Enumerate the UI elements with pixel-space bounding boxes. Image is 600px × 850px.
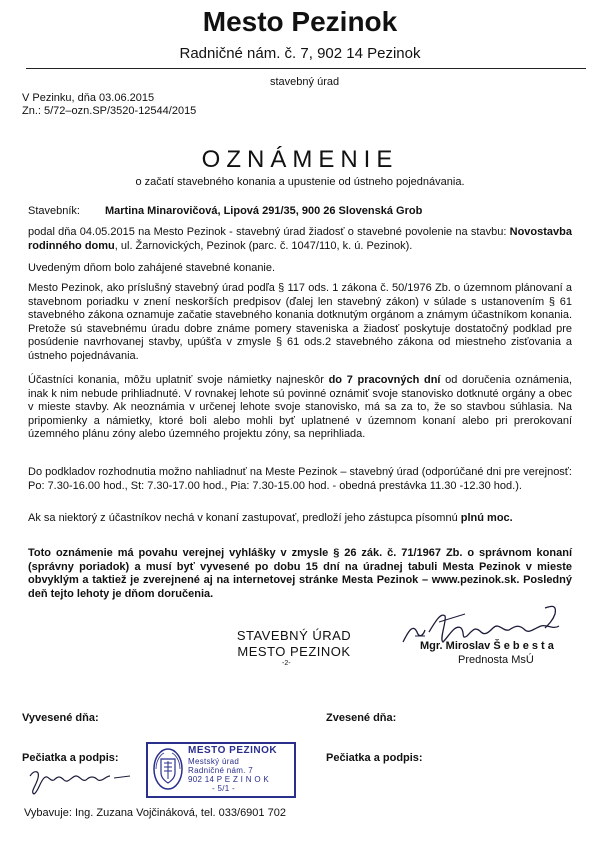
building-office-stamp [229,628,359,660]
city-stamp-line-4: - 5/1 - [212,784,235,793]
builder-value: Martina Minarovičová, Lipová 291/35, 900 26 Slovenská Grob [105,205,423,217]
power-of-attorney: plnú moc. [460,512,513,524]
building-location: , ul. Žarnovických, Pezinok (parc. č. 1047/110, k. ú. Pezinok). [114,239,413,252]
builder-label: Stavebník: [28,205,80,217]
city-stamp-title: MESTO PEZINOK [188,745,278,756]
posted-date-label: Vyvesené dňa: [22,712,99,724]
contact-person: Vybavuje: Ing. Zuzana Vojčináková, tel. 033/6901 702 [24,807,286,819]
signatory-name: Mgr. Miroslav Š e b e s t a [420,640,554,652]
office-name: stavebný úrad [270,76,340,88]
place-date-block [22,92,196,118]
paragraph-authority: Mesto Pezinok, ako príslušný stavebný úrad podľa § 117 ods. 1 zákona č. 50/1976 Zb. o územnom plánovaní a stavebnom poriadku v znení neskorších predpisov (ďalej len stavebný zákon) v súlade s ustanovením § 61 stavebného zákona oznamuje začatie stavebného konania dotknutým orgánom a známym účastníkom konania. Pretože sú stavebnému úradu dobre známe pomery staveniska a žiadosť poskytuje dostatočný podklad pre posúdenie navrhovanej stavby, upúšťa v zmysle § 61 ods.2 stavebného zákona od miestneho zisťovania a ústneho pojednávania. [28,282,572,362]
paragraph-application [28,226,572,253]
paragraph-objections [28,374,572,442]
objections-text-end: od doručenia oznámenia, inak k nim nebude prihliadnuté. V rovnakej lehote sú povinné oznámiť svoje stanovisko dotknuté orgány a obec v mieste stavby. Ak neoznámia v určenej lehote svoje stanovisko, má sa za to, že so stavbou súhlasia. Na pripomienky a námietky, ktoré boli alebo mohli byť uplatnené v územnom konaní alebo pri prerokovaní územného plánu zóny alebo územného projektu zóny, sa neprihliada. [28,374,573,441]
city-stamp-line-1: Mestský úrad [188,757,240,766]
stamp-signature-label-right: Pečiatka a podpis: [326,752,423,764]
city-address: Radničné nám. č. 7, 902 14 Pezinok [179,45,421,62]
stamp-number: -2- [282,660,291,667]
representation-text: Ak sa niektorý z účastníkov nechá v konaní zastupovať, predloží jeho zástupca písomnú [28,512,461,524]
paragraph-public-notice: Toto oznámenie má povahu verejnej vyhlášky v zmysle § 26 zák. č. 71/1967 Zb. o správnom konaní (správny poriadok) a musí byť vyvesené po dobu 15 dní na úradnej tabuli Mesta Pezinok v mieste obvyklým a taktiež je zverejnené aj na internetovej stránke Mesta Pezinok – www.pezinok.sk. Posledný deň tejto lehoty je dňom doručenia. [28,547,572,600]
notice-heading: OZNÁMENIE [201,146,399,173]
stamp-line-1: STAVEBNÝ ÚRAD [236,628,352,643]
objections-deadline: do 7 pracovných dní [328,374,441,386]
notice-subheading: o začatí stavebného konania a upustenie od ústneho pojednávania. [135,176,465,188]
objections-text-start: Účastníci konania, môžu uplatniť svoje námietky najneskôr [28,374,329,386]
stamp-signature-label-left: Pečiatka a podpis: [22,752,119,764]
city-office-stamp [146,742,296,798]
header-divider [26,68,586,69]
handwritten-initials [24,762,134,796]
application-text: podal dňa 04.05.2015 na Mesto Pezinok - stavebný úrad žiadosť o stavebné povolenie na stavbu: [28,226,507,238]
signatory-role: Prednosta MsÚ [458,654,534,666]
paragraph-inspection: Do podkladov rozhodnutia možno nahliadnuť na Meste Pezinok – stavebný úrad (odporúčané dni pre verejnosť: Po: 7.30-16.00 hod., St: 7.30-17.00 hod., Pia: 7.30-15.00 hod. - obedná prestávka 11.30 -12.30 hod.). [28,466,572,492]
city-title: Mesto Pezinok [202,6,398,37]
stamp-line-2: MESTO PEZINOK [237,644,351,659]
paragraph-started: Uvedeným dňom bolo zahájené stavebné konanie. [28,262,276,274]
paragraph-representation [28,512,572,526]
reference-number: Zn.: 5/72–ozn.SP/3520-12544/2015 [22,105,197,117]
place-date: V Pezinku, dňa 03.06.2015 [22,92,155,104]
building-name: Novostavba rodinného domu [28,226,572,252]
city-stamp-line-2: Radničné nám. 7 [188,766,253,775]
removed-date-label: Zvesené dňa: [326,712,397,724]
city-stamp-line-3: 902 14 P E Z I N O K [188,775,269,784]
city-crest-icon [152,747,184,791]
